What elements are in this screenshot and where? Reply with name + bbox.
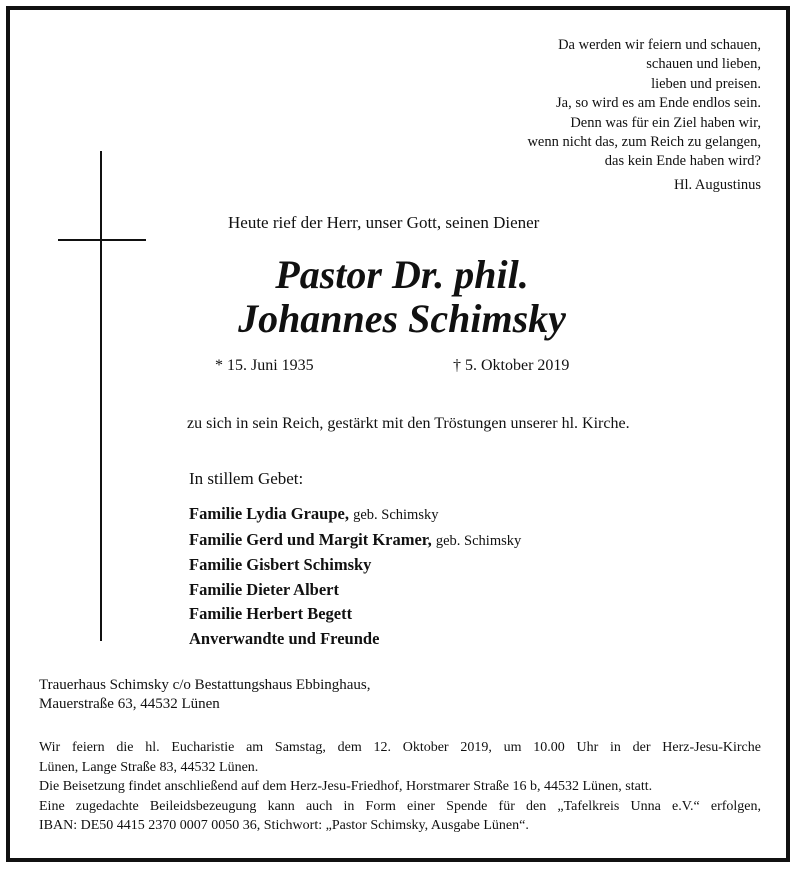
quote-author: Hl. Augustinus [673, 176, 761, 193]
quote-line: wenn nicht das, zum Reich zu gelangen, [527, 134, 761, 151]
prayer-label: In stillem Gebet: [189, 469, 304, 488]
mourner-item [189, 553, 521, 578]
mourner-item [189, 502, 521, 528]
mourner-name: Familie Dieter Albert [189, 579, 339, 599]
mourner-note: geb. Schimsky [435, 532, 522, 549]
quote-line: Denn was für ein Ziel haben wir, [570, 114, 761, 131]
funeral-line: Wir feiern die hl. Eucharistie am Samstag, dem 12. Oktober 2019, um 10.00 Uhr in der Herz-Jesu-Kirche [39, 740, 761, 755]
intro-text: Heute rief der Herr, unser Gott, seinen Diener [228, 213, 540, 232]
birth-date: * 15. Juni 1935 [215, 357, 314, 374]
mourner-item [189, 627, 521, 652]
mourner-name: Familie Gisbert Schimsky [189, 555, 372, 575]
deceased-name [160, 253, 644, 341]
deceased-name-line1: Pastor Dr. phil. [275, 252, 529, 297]
quote-line: lieben und preisen. [651, 75, 761, 92]
funeral-line: Lünen, Lange Straße 83, 44532 Lünen. [39, 759, 259, 775]
funeral-line: Eine zugedachte Beileidsbezeugung kann auch in Form einer Spende für den „Tafelkreis Unna e.V.“ erfolgen, [39, 798, 761, 814]
quote-line: Ja, so wird es am Ende endlos sein. [556, 95, 761, 112]
mourner-name: Familie Herbert Begett [189, 604, 353, 624]
reich-text: zu sich in sein Reich, gestärkt mit den Tröstungen unserer hl. Kirche. [187, 415, 630, 432]
mourner-note: geb. Schimsky [353, 507, 439, 523]
quote-line: schauen und lieben, [646, 56, 761, 73]
deceased-name-line2: Johannes Schimsky [238, 296, 566, 341]
funeral-line: Die Beisetzung findet anschließend auf dem Herz-Jesu-Friedhof, Horstmarer Straße 16 b, 44532 Lünen, statt. [39, 779, 653, 795]
cross-icon-vertical [100, 151, 102, 641]
mourner-name: Familie Lydia Graupe, [189, 504, 349, 523]
address-line: Mauerstraße 63, 44532 Lünen [39, 696, 220, 713]
mourners-list [189, 502, 521, 652]
mourner-name: Familie Gerd und Margit Kramer, [189, 529, 432, 549]
quote-line: das kein Ende haben wird? [604, 153, 761, 170]
address-line: Trauerhaus Schimsky c/o Bestattungshaus Ebbinghaus, [39, 677, 371, 693]
funeral-details [39, 738, 761, 836]
cross-icon-horizontal [58, 239, 146, 241]
mourner-item [189, 602, 521, 627]
quote-line: Da werden wir feiern und schauen, [558, 37, 761, 53]
mourner-item [189, 528, 521, 554]
death-date: † 5. Oktober 2019 [453, 357, 570, 374]
mourning-house-address [39, 676, 371, 715]
mourner-name: Anverwandte und Freunde [189, 628, 380, 648]
funeral-line: IBAN: DE50 4415 2370 0007 0050 36, Stichwort: „Pastor Schimsky, Ausgabe Lünen“. [39, 818, 529, 834]
quote-block [401, 36, 761, 195]
mourner-item [189, 578, 521, 603]
